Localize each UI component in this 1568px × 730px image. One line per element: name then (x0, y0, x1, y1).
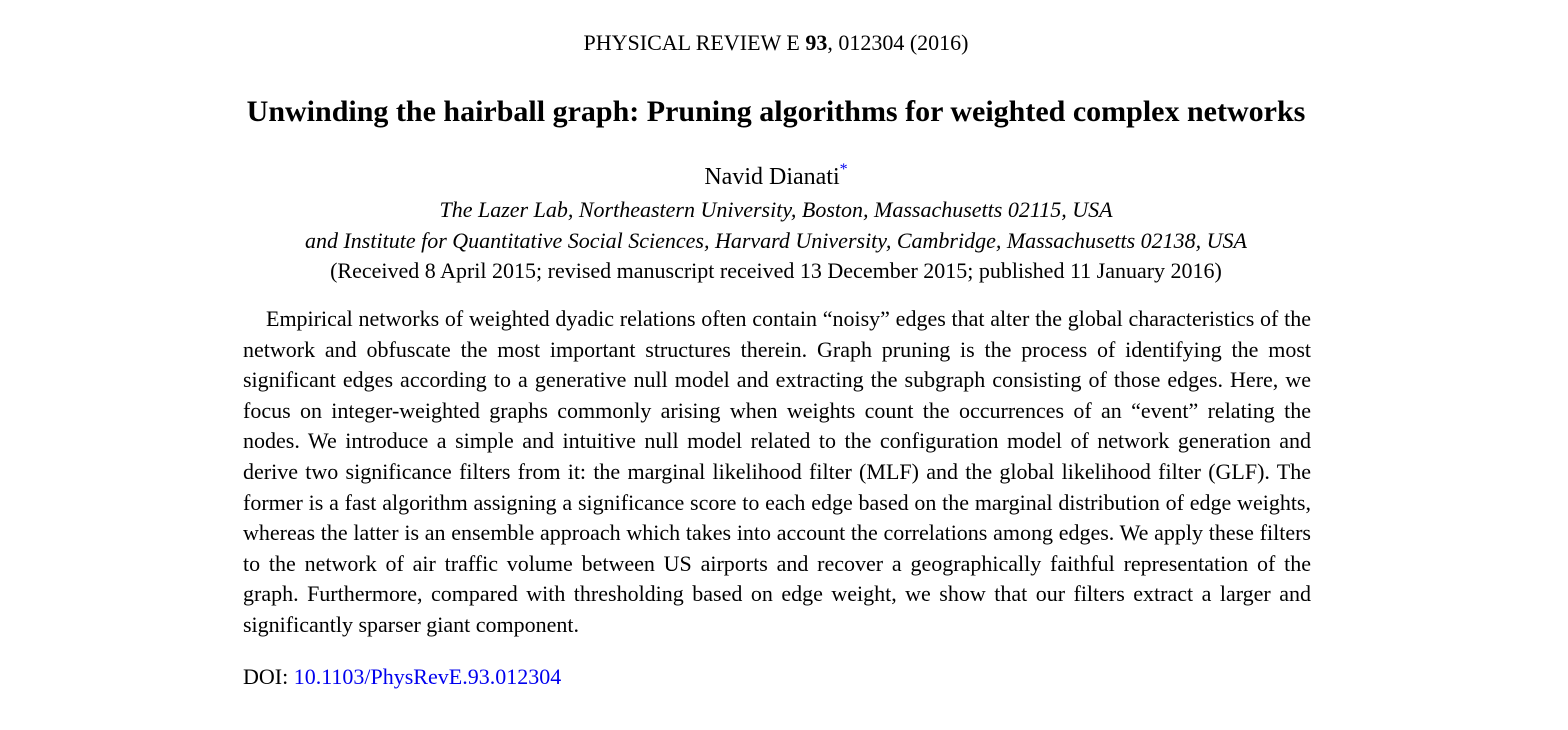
affiliation-2: and Institute for Quantitative Social Sciences, Harvard University, Cambridge, Massachusetts 02138, USA (304, 228, 1247, 253)
doi-label: DOI: (243, 664, 294, 689)
paper-title: Unwinding the hairball graph: Pruning algorithms for weighted complex networks (246, 95, 1306, 128)
received-dates: (Received 8 April 2015; revised manuscript received 13 December 2015; published 11 January 2016) (330, 258, 1222, 283)
author-line (0, 162, 1552, 192)
affiliation-1: The Lazer Lab, Northeastern University, Boston, Massachusetts 02115, USA (439, 197, 1113, 222)
abstract: Empirical networks of weighted dyadic relations often contain “noisy” edges that alter the global characteristics of the network and obfuscate the most important structures therein. Graph pruning is the process of identifying the most significant edges according to a generative null model and extracting the subgraph consisting of those edges. Here, we focus on integer-weighted graphs commonly arising when weights count the occurrences of an “event” relating the nodes. We introduce a simple and intuitive null model related to the configuration model of network generation and derive two significance filters from it: the marginal likelihood filter (MLF) and the global likelihood filter (GLF). The former is a fast algorithm assigning a significance score to each edge based on the marginal distribution of edge weights, whereas the latter is an ensemble approach which takes into account the correlations among edges. We apply these filters to the network of air traffic volume between US airports and recover a geographically faithful representation of the graph. Furthermore, compared with thresholding based on edge weight, we show that our filters extract a larger and significantly sparser giant component. (243, 306, 1311, 637)
doi-link[interactable]: 10.1103/PhysRevE.93.012304 (293, 664, 562, 689)
journal-name: PHYSICAL REVIEW E (583, 30, 806, 55)
doi-line (243, 663, 561, 691)
journal-article-info: , 012304 (2016) (827, 30, 969, 55)
author-name: Navid Dianati (704, 164, 840, 190)
author-footnote-link[interactable]: * (839, 161, 848, 178)
journal-header (0, 30, 1552, 56)
journal-volume: 93 (805, 30, 828, 55)
